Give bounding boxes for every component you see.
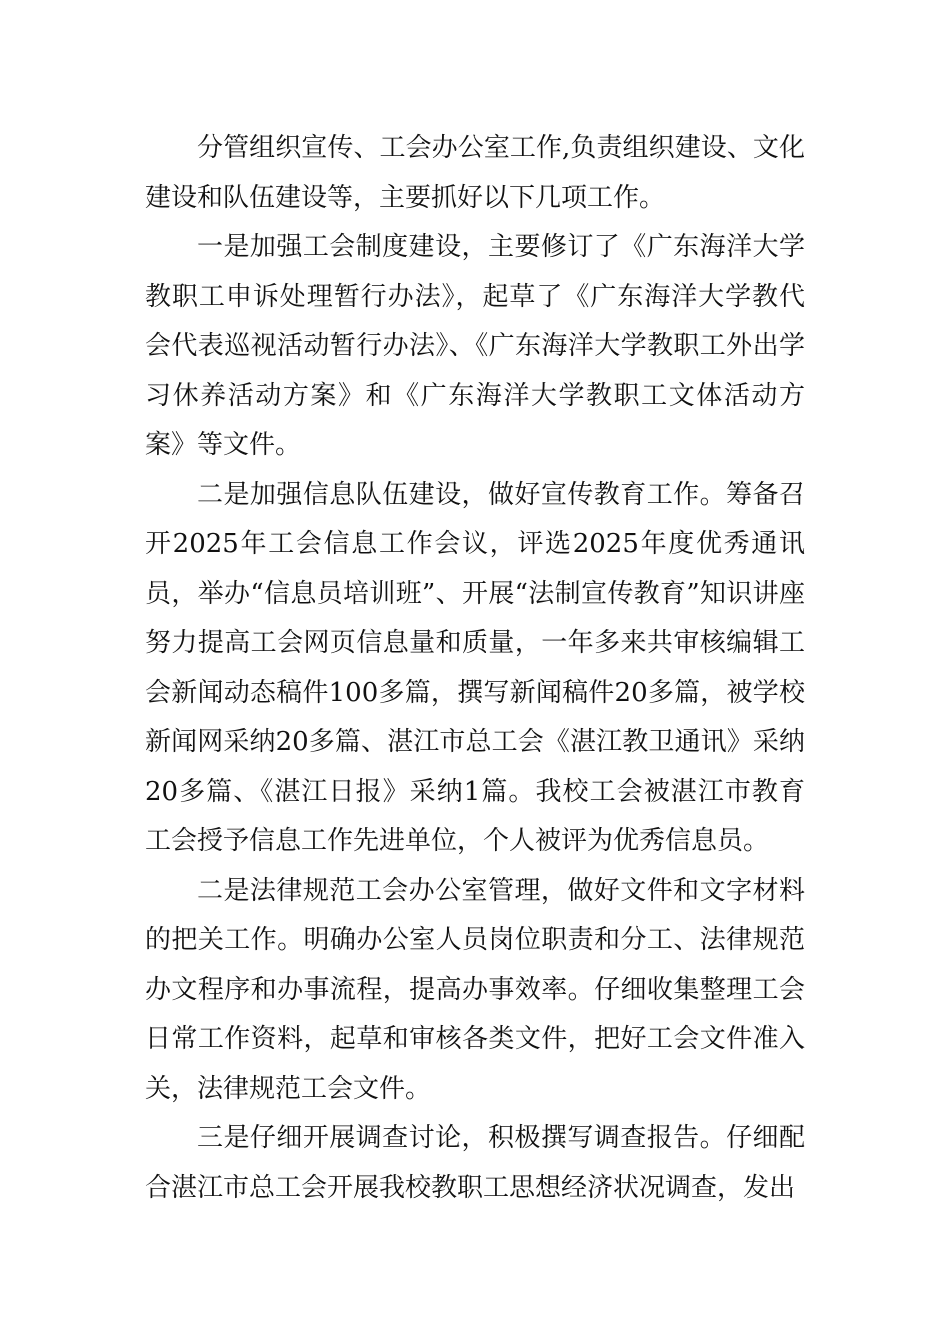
paragraph-office-management: 二是法律规范工会办公室管理，做好文件和文字材料的把关工作。明确办公室人员岗位职责和分工、法律规范办文程序和办事流程，提高办事效率。仔细收集整理工会日常工作资料，起草和审核各类文件，把好工会文件准入关，法律规范工会文件。 [145,875,805,1104]
paragraph-research: 三是仔细开展调查讨论，积极撰写调查报告。仔细配合湛江市总工会开展我校教职工思想经济状况调查，发出 [145,1123,805,1203]
paragraph-intro: 分管组织宣传、工会办公室工作,负责组织建设、文化建设和队伍建设等，主要抓好以下几项工作。 [145,133,805,213]
document-body [145,124,805,1213]
paragraph-system-building: 一是加强工会制度建设，主要修订了《广东海洋大学教职工申诉处理暂行办法》，起草了《广东海洋大学教代会代表巡视活动暂行办法》、《广东海洋大学教职工外出学习休养活动方案》和《广东海洋大学教职工文体活动方案》等文件。 [145,232,805,460]
paragraph-info-team: 二是加强信息队伍建设，做好宣传教育工作。筹备召开2025年工会信息工作会议，评选2025年度优秀通讯员，举办“信息员培训班”、开展“法制宣传教育”知识讲座努力提高工会网页信息量和质量，一年多来共审核编辑工会新闻动态稿件100多篇，撰写新闻稿件20多篇，被学校新闻网采纳20多篇、湛江市总工会《湛江教卫通讯》采纳20多篇、《湛江日报》采纳1篇。我校工会被湛江市教育工会授予信息工作先进单位，个人被评为优秀信息员。 [145,479,805,856]
